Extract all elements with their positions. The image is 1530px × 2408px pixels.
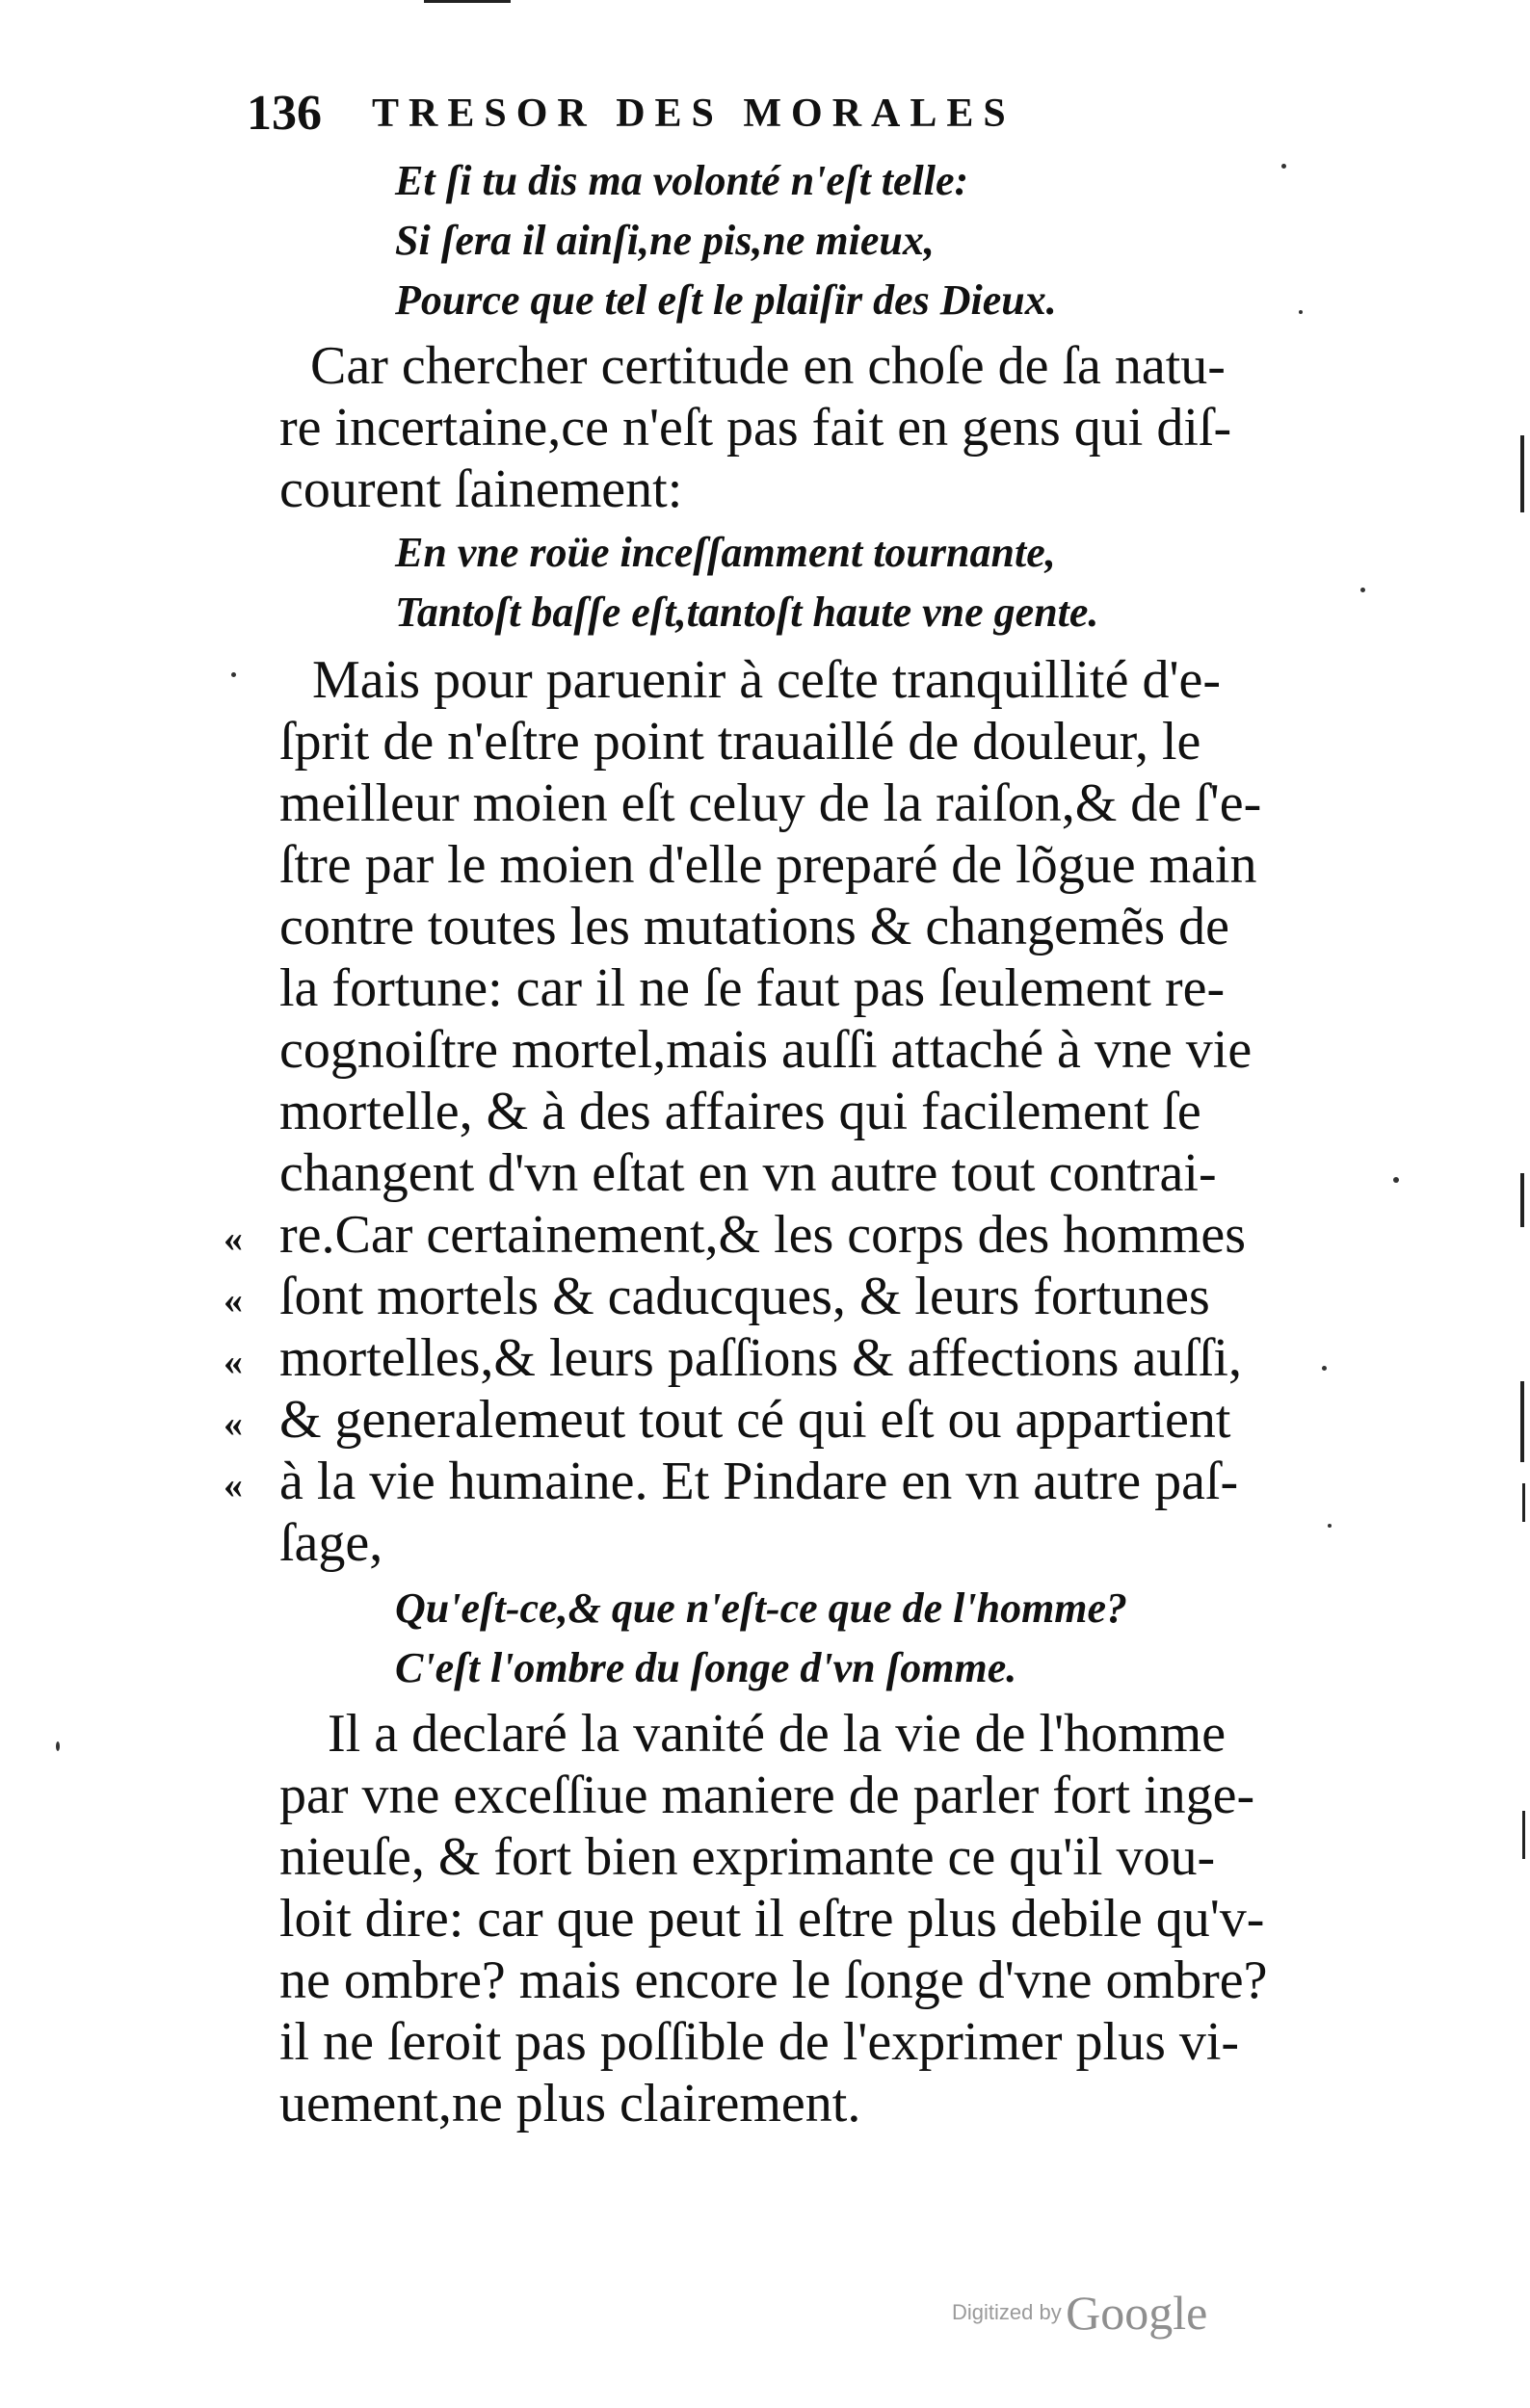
ink-speck [1281, 164, 1286, 169]
prose-line: par vne exceſſiue maniere de parler fort inge- [279, 1766, 1255, 1825]
top-edge-fragment [424, 0, 511, 3]
ink-speck [1360, 588, 1365, 592]
prose-line: il ne ſeroit pas poſſible de l'exprimer plus vi- [279, 2012, 1240, 2072]
verse-line: Pource que tel eſt le plaiſir des Dieux. [395, 276, 1057, 324]
page-header [247, 85, 1210, 152]
prose-line: nieuſe, & fort bien exprimante ce qu'il vou- [279, 1827, 1216, 1887]
page-edge-mark [1520, 1381, 1524, 1462]
ink-speck [231, 672, 236, 677]
prose-line: loit dire: car que peut il eſtre plus debile qu'v- [279, 1889, 1265, 1949]
prose-line: uement,ne plus clairement. [279, 2074, 861, 2133]
prose-line: contre toutes les mutations & changemẽs de [279, 897, 1229, 956]
prose-line: changent d'vn eſtat en vn autre tout contrai- [279, 1143, 1217, 1203]
prose-line: re incertaine,ce n'eſt pas fait en gens qui diſ- [279, 398, 1232, 458]
prose-line: cognoiſtre mortel,mais auſſi attaché à vne vie [279, 1020, 1253, 1080]
prose-line: ſage, [279, 1513, 383, 1573]
page-edge-mark [1520, 435, 1524, 512]
prose-line: ſprit de n'eſtre point trauaillé de douleur, le [279, 712, 1201, 772]
quotation-marker: « [224, 1217, 243, 1260]
prose-line: mortelle, & à des affaires qui facilement ſe [279, 1082, 1201, 1141]
ink-speck [1328, 1524, 1332, 1528]
quotation-marker: « [224, 1340, 243, 1383]
running-title: TRESOR DES MORALES [372, 92, 1016, 136]
quotation-marker: « [224, 1463, 243, 1506]
verse-line: Si ſera il ainſi,ne pis,ne mieux, [395, 217, 935, 264]
prose-line: & generalemeut tout cé qui eſt ou appartient [279, 1390, 1231, 1450]
prose-line: mortelles,& leurs paſſions & affections auſſi, [279, 1328, 1242, 1388]
prose-line: courent ſainement: [279, 459, 683, 519]
google-logo: Google [1066, 2286, 1208, 2340]
prose-line: Il a declaré la vanité de la vie de l'homme [328, 1704, 1227, 1764]
prose-line: ne ombre? mais encore le ſonge d'vne ombre? [279, 1950, 1268, 2010]
prose-line: ſtre par le moien d'elle preparé de lõgue main [279, 835, 1257, 895]
verse-line: Et ſi tu dis ma volonté n'eſt telle: [395, 157, 969, 204]
ink-speck [1322, 1366, 1327, 1371]
page-number: 136 [247, 86, 322, 141]
ink-speck [1393, 1177, 1399, 1183]
ink-speck [56, 1741, 60, 1751]
verse-line: C'eſt l'ombre du ſonge d'vn ſomme. [395, 1644, 1017, 1691]
prose-line: la fortune: car il ne ſe faut pas ſeulement re- [279, 958, 1226, 1018]
prose-line: à la vie humaine. Et Pindare en vn autre paſ- [279, 1452, 1239, 1511]
prose-line: meilleur moien eſt celuy de la raiſon,& de ſ'e- [279, 773, 1262, 833]
verse-line: Qu'eſt-ce,& que n'eſt-ce que de l'homme? [395, 1584, 1128, 1632]
prose-line: ſont mortels & caducques, & leurs fortunes [279, 1267, 1210, 1326]
watermark-prefix: Digitized by [952, 2300, 1062, 2324]
ink-speck [1299, 310, 1303, 314]
page-edge-mark [1520, 1173, 1524, 1227]
prose-line: Mais pour paruenir à ceſte tranquillité d'e- [312, 650, 1222, 710]
quotation-marker: « [224, 1401, 243, 1445]
page-edge-mark [1522, 1811, 1525, 1859]
page-edge-mark [1522, 1483, 1525, 1522]
prose-line: Car chercher certitude en choſe de ſa natu- [310, 336, 1226, 396]
digitized-by-google-watermark [952, 2285, 1207, 2352]
quotation-marker: « [224, 1278, 243, 1322]
verse-line: Tantoſt baſſe eſt,tantoſt haute vne gente. [395, 589, 1099, 636]
prose-line: re.Car certainement,& les corps des hommes [279, 1205, 1246, 1265]
verse-line: En vne roüe inceſſamment tournante, [395, 529, 1056, 576]
